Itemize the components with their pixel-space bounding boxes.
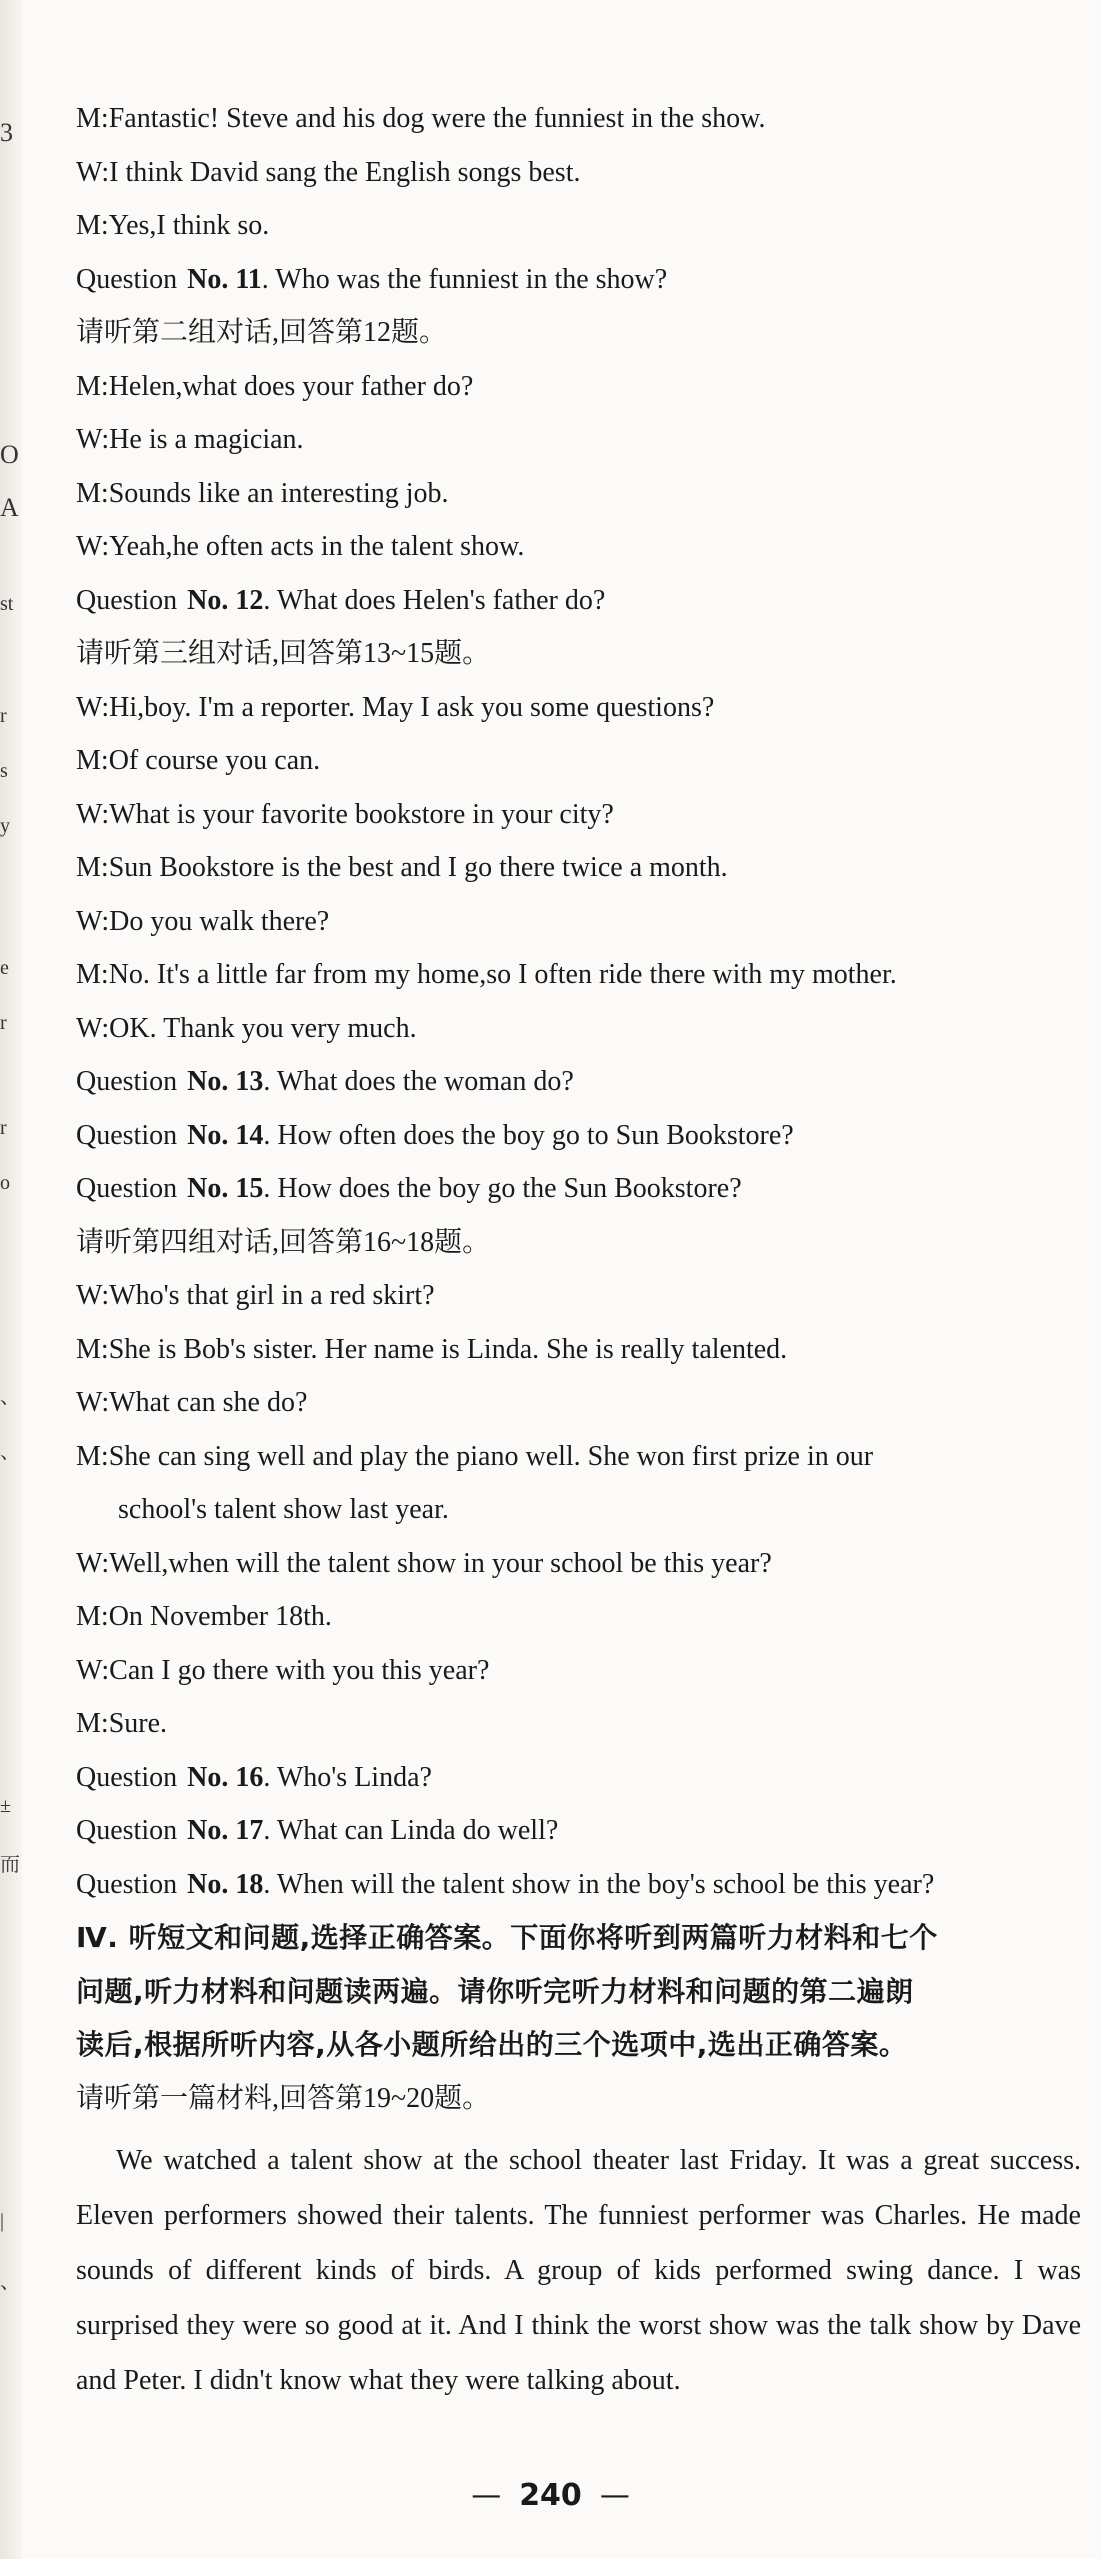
speaker-label: W: xyxy=(76,424,110,455)
dialogue-line xyxy=(76,681,1076,735)
speaker-label: W: xyxy=(76,1387,110,1418)
edge-fragment: A xyxy=(0,493,19,522)
question-text: . What does the woman do? xyxy=(263,1066,574,1097)
speaker-label: W: xyxy=(76,798,110,830)
question-prefix: Question xyxy=(76,1868,178,1900)
question-text: . Who was the funniest in the show? xyxy=(261,263,668,295)
dialogue-line xyxy=(76,199,1076,253)
dialogue-text: On November 18th. xyxy=(108,1601,332,1632)
speaker-label: M: xyxy=(76,1708,109,1739)
dialogue-line xyxy=(76,895,1076,949)
document-body xyxy=(76,92,1081,2408)
page-footer xyxy=(0,2478,1101,2513)
question-prefix: Question xyxy=(76,1173,178,1204)
dialogue-continuation: school's talent show last year. xyxy=(118,1494,449,1525)
question-text: . What does Helen's father do? xyxy=(263,584,606,616)
edge-fragment: O xyxy=(0,440,19,469)
question-text: . Who's Linda? xyxy=(263,1761,432,1793)
dialogue-line xyxy=(76,520,1076,574)
speaker-label: W: xyxy=(76,691,110,723)
speaker-label: M: xyxy=(76,745,109,776)
dialogue-line xyxy=(76,360,1076,414)
edge-fragment: r xyxy=(0,1117,7,1139)
dialogue-line xyxy=(76,1269,1076,1323)
edge-fragment: 、 xyxy=(0,1386,20,1408)
speaker-label: W: xyxy=(76,156,110,188)
speaker-label: M: xyxy=(76,210,109,241)
question-prefix: Question xyxy=(76,1119,178,1151)
dialogue-text: Well,when will the talent show in your school be this year? xyxy=(109,1547,772,1579)
question-line xyxy=(76,1751,1076,1805)
section-heading-line: Ⅳ. 听短文和问题,选择正确答案。下面你将听到两篇听力材料和七个 xyxy=(76,1921,938,1954)
dialogue-line xyxy=(76,1590,1076,1644)
speaker-label: M: xyxy=(76,1333,109,1365)
dialogue-text: What is your favorite bookstore in your city? xyxy=(109,798,614,830)
speaker-label: W: xyxy=(76,531,110,562)
edge-fragment: 、 xyxy=(0,1441,20,1463)
dialogue-text: Fantastic! Steve and his dog were the funniest in the show. xyxy=(108,103,766,134)
dialogue-line xyxy=(76,1430,1076,1484)
dialogue-line xyxy=(76,467,1076,521)
speaker-label: M: xyxy=(76,370,109,402)
group-instruction: 请听第二组对话,回答第12题。 xyxy=(76,317,448,348)
speaker-label: W: xyxy=(76,1280,110,1311)
dialogue-text: Helen,what does your father do? xyxy=(108,370,474,402)
dialogue-text: What can she do? xyxy=(109,1387,308,1418)
dialogue-text: Do you walk there? xyxy=(109,905,330,937)
passage-paragraph xyxy=(76,2133,1081,2408)
question-number: No. 11 xyxy=(187,263,262,295)
speaker-label: M: xyxy=(76,959,109,990)
question-line xyxy=(76,253,1076,307)
speaker-label: M: xyxy=(76,1601,109,1632)
speaker-label: M: xyxy=(76,1440,109,1472)
question-line xyxy=(76,574,1076,628)
dialogue-line xyxy=(76,841,1076,895)
edge-fragment: s xyxy=(0,760,8,782)
edge-fragment: r xyxy=(0,705,7,727)
passage-text: We watched a talent show at the school theater last Friday. It was a great success. Eleven performers showed their talents. The funniest performer was Charles. He made sounds of different kinds of birds. A group of kids performed swing dance. I was surprised they were so good at it. And I think the worst show was the talk show by Dave and Peter. I didn't know what they were talking about. xyxy=(76,2145,1081,2396)
question-number: No. 17 xyxy=(187,1815,264,1846)
dialogue-text: Of course you can. xyxy=(108,745,321,776)
question-text: . How does the boy go the Sun Bookstore? xyxy=(263,1173,742,1204)
edge-fragment: e xyxy=(0,957,9,979)
question-prefix: Question xyxy=(76,584,178,616)
dialogue-text: Can I go there with you this year? xyxy=(109,1654,490,1686)
dialogue-text: I think David sang the English songs best. xyxy=(109,156,581,188)
speaker-label: W: xyxy=(76,905,110,937)
edge-fragment: o xyxy=(0,1172,10,1194)
footer-dash: — xyxy=(471,2478,502,2513)
dialogue-line xyxy=(76,1002,1076,1056)
question-prefix: Question xyxy=(76,1815,178,1846)
dialogue-text: She can sing well and play the piano well. She won first prize in our xyxy=(108,1440,874,1472)
dialogue-text: Sounds like an interesting job. xyxy=(108,477,449,509)
speaker-label: M: xyxy=(76,103,109,134)
question-line xyxy=(76,1109,1076,1163)
dialogue-text: No. It's a little far from my home,so I often ride there with my mother. xyxy=(108,959,897,990)
footer-dash: — xyxy=(599,2478,630,2513)
passage-instruction: 请听第一篇材料,回答第19~20题。 xyxy=(76,2082,491,2114)
dialogue-line xyxy=(76,948,1076,1002)
dialogue-line xyxy=(76,146,1076,200)
question-line xyxy=(76,1162,1076,1216)
question-number: No. 16 xyxy=(187,1761,264,1793)
question-prefix: Question xyxy=(76,1761,178,1793)
question-number: No. 14 xyxy=(187,1119,264,1151)
question-line xyxy=(76,1858,1076,1912)
dialogue-line xyxy=(76,1376,1076,1430)
question-line xyxy=(76,1804,1076,1858)
speaker-label: M: xyxy=(76,852,109,883)
dialogue-line xyxy=(76,413,1076,467)
edge-fragment: st xyxy=(0,593,14,615)
edge-fragment: ± xyxy=(0,1795,11,1817)
dialogue-text: He is a magician. xyxy=(109,424,304,455)
edge-fragment: 而 xyxy=(0,1854,20,1876)
question-number: No. 13 xyxy=(187,1066,264,1097)
question-number: No. 12 xyxy=(187,584,264,616)
question-number: No. 18 xyxy=(187,1868,264,1900)
edge-fragment: | xyxy=(0,2210,5,2232)
speaker-label: W: xyxy=(76,1012,110,1044)
edge-fragment: 3 xyxy=(0,118,13,147)
edge-fragment: r xyxy=(0,1012,7,1034)
question-prefix: Question xyxy=(76,263,178,295)
binding-edge xyxy=(0,0,22,2559)
dialogue-text: Yeah,he often acts in the talent show. xyxy=(109,531,525,562)
edge-fragment: 、 xyxy=(0,2271,20,2293)
dialogue-line xyxy=(76,1697,1076,1751)
question-text: . How often does the boy go to Sun Bookstore? xyxy=(263,1119,794,1151)
question-text: . What can Linda do well? xyxy=(263,1815,559,1846)
dialogue-line xyxy=(76,1323,1076,1377)
section-heading-line: 读后,根据所听内容,从各小题所给出的三个选项中,选出正确答案。 xyxy=(76,2028,908,2061)
question-number: No. 15 xyxy=(187,1173,264,1204)
dialogue-line xyxy=(76,92,1076,146)
page-number: 240 xyxy=(519,2478,582,2513)
group-instruction: 请听第四组对话,回答第16~18题。 xyxy=(76,1226,491,1258)
dialogue-text: Sure. xyxy=(108,1708,168,1739)
question-prefix: Question xyxy=(76,1066,178,1097)
dialogue-text: Yes,I think so. xyxy=(108,210,270,241)
dialogue-text: Sun Bookstore is the best and I go there twice a month. xyxy=(108,852,728,883)
section-heading-line: 问题,听力材料和问题读两遍。请你听完听力材料和问题的第二遍朗 xyxy=(76,1974,914,2008)
edge-fragment: y xyxy=(0,815,10,837)
dialogue-text: Hi,boy. I'm a reporter. May I ask you some questions? xyxy=(109,691,715,723)
question-text: . When will the talent show in the boy's school be this year? xyxy=(263,1868,935,1900)
dialogue-text: Who's that girl in a red skirt? xyxy=(109,1280,435,1311)
speaker-label: W: xyxy=(76,1547,110,1579)
dialogue-text: She is Bob's sister. Her name is Linda. She is really talented. xyxy=(108,1333,788,1365)
dialogue-line xyxy=(76,788,1076,842)
speaker-label: M: xyxy=(76,477,109,509)
group-instruction: 请听第三组对话,回答第13~15题。 xyxy=(76,638,491,669)
dialogue-line xyxy=(76,734,1076,788)
speaker-label: W: xyxy=(76,1654,110,1686)
dialogue-text: OK. Thank you very much. xyxy=(109,1012,417,1044)
dialogue-line xyxy=(76,1644,1076,1698)
question-line xyxy=(76,1055,1076,1109)
dialogue-line xyxy=(76,1537,1076,1591)
